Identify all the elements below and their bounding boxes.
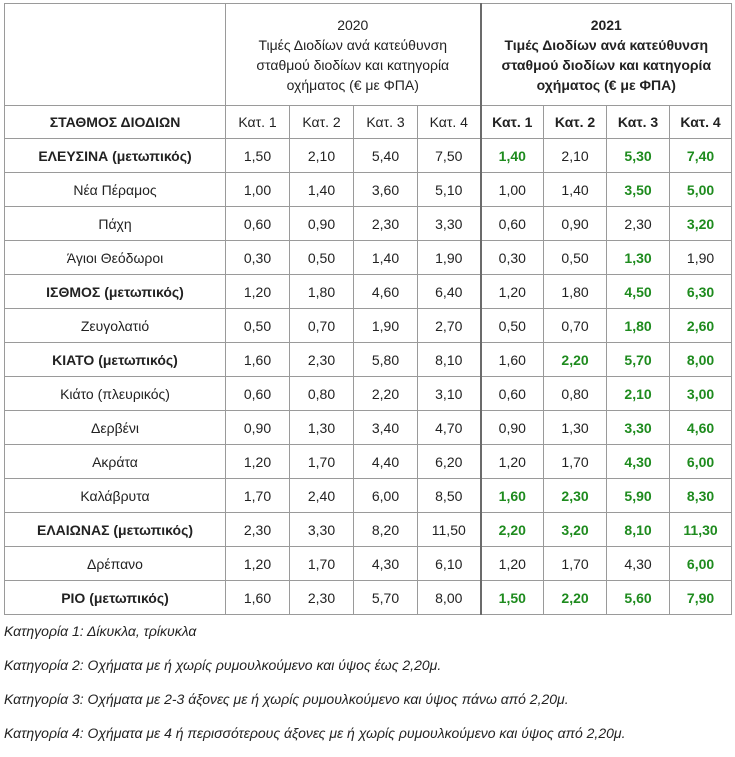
price-2020-cat1: 0,60 bbox=[226, 207, 290, 241]
price-2020-cat2: 0,70 bbox=[290, 309, 354, 343]
price-2021-cat1: 2,20 bbox=[481, 513, 544, 547]
price-2020-cat3: 1,90 bbox=[354, 309, 418, 343]
station-column-header: ΣΤΑΘΜΟΣ ΔΙΟΔΙΩΝ bbox=[5, 106, 226, 139]
price-2020-cat3: 3,40 bbox=[354, 411, 418, 445]
price-2021-cat2: 3,20 bbox=[544, 513, 607, 547]
price-2021-cat1: 1,20 bbox=[481, 547, 544, 581]
price-2021-cat3: 4,30 bbox=[607, 547, 670, 581]
station-name: ΕΛΕΥΣΙΝΑ (μετωπικός) bbox=[5, 139, 226, 173]
price-2020-cat4: 2,70 bbox=[418, 309, 481, 343]
price-2020-cat1: 1,20 bbox=[226, 445, 290, 479]
price-2021-cat3: 1,80 bbox=[607, 309, 670, 343]
price-2021-cat2: 0,90 bbox=[544, 207, 607, 241]
price-2020-cat1: 0,30 bbox=[226, 241, 290, 275]
price-2020-cat3: 4,60 bbox=[354, 275, 418, 309]
station-name: Κιάτο (πλευρικός) bbox=[5, 377, 226, 411]
price-2020-cat4: 6,10 bbox=[418, 547, 481, 581]
price-2021-cat4: 4,60 bbox=[670, 411, 732, 445]
price-2021-cat2: 1,80 bbox=[544, 275, 607, 309]
price-2021-cat4: 2,60 bbox=[670, 309, 732, 343]
price-2021-cat4: 8,00 bbox=[670, 343, 732, 377]
price-2021-cat4: 3,20 bbox=[670, 207, 732, 241]
price-2021-cat4: 3,00 bbox=[670, 377, 732, 411]
price-2021-cat2: 2,10 bbox=[544, 139, 607, 173]
price-2020-cat2: 1,30 bbox=[290, 411, 354, 445]
price-2020-cat3: 4,40 bbox=[354, 445, 418, 479]
price-2021-cat1: 1,40 bbox=[481, 139, 544, 173]
table-row bbox=[5, 173, 732, 207]
price-2021-cat3: 1,30 bbox=[607, 241, 670, 275]
price-2020-cat1: 1,60 bbox=[226, 581, 290, 615]
price-2021-cat4: 8,30 bbox=[670, 479, 732, 513]
price-2020-cat1: 0,60 bbox=[226, 377, 290, 411]
price-2020-cat1: 2,30 bbox=[226, 513, 290, 547]
price-2021-cat4: 6,00 bbox=[670, 445, 732, 479]
header-empty-cell bbox=[5, 4, 226, 106]
price-2021-cat3: 5,90 bbox=[607, 479, 670, 513]
price-2020-cat4: 8,10 bbox=[418, 343, 481, 377]
note-category-4: Κατηγορία 4: Οχήματα με 4 ή περισσότερους άξονες με ή χωρίς ρυμουλκούμενο και ύψος από 2,20μ. bbox=[4, 725, 626, 741]
station-name: ΕΛΑΙΩΝΑΣ (μετωπικός) bbox=[5, 513, 226, 547]
price-2020-cat2: 1,80 bbox=[290, 275, 354, 309]
price-2021-cat4: 7,90 bbox=[670, 581, 732, 615]
price-2020-cat4: 6,40 bbox=[418, 275, 481, 309]
station-name: ΙΣΘΜΟΣ (μετωπικός) bbox=[5, 275, 226, 309]
note-category-3: Κατηγορία 3: Οχήματα με 2-3 άξονες με ή χωρίς ρυμουλκούμενο και ύψος πάνω από 2,20μ. bbox=[4, 691, 569, 707]
price-2021-cat4: 11,30 bbox=[670, 513, 732, 547]
price-2021-cat1: 1,00 bbox=[481, 173, 544, 207]
price-2021-cat1: 1,50 bbox=[481, 581, 544, 615]
toll-prices-table bbox=[4, 3, 732, 615]
price-2021-cat1: 0,90 bbox=[481, 411, 544, 445]
col-2021-cat3: Κατ. 3 bbox=[607, 106, 670, 139]
price-2021-cat2: 1,40 bbox=[544, 173, 607, 207]
price-2021-cat2: 1,70 bbox=[544, 547, 607, 581]
price-2021-cat3: 8,10 bbox=[607, 513, 670, 547]
table-row bbox=[5, 547, 732, 581]
col-2021-cat2: Κατ. 2 bbox=[544, 106, 607, 139]
price-2021-cat1: 0,60 bbox=[481, 377, 544, 411]
header-2020: 2020 Τιμές Διοδίων ανά κατεύθυνση σταθμού διοδίων και κατηγορία οχήματος (€ με ΦΠΑ) bbox=[226, 4, 481, 106]
price-2020-cat3: 4,30 bbox=[354, 547, 418, 581]
price-2021-cat1: 0,60 bbox=[481, 207, 544, 241]
table-row bbox=[5, 241, 732, 275]
price-2020-cat2: 0,80 bbox=[290, 377, 354, 411]
category-header-row bbox=[5, 106, 732, 139]
table-row bbox=[5, 581, 732, 615]
table-row bbox=[5, 343, 732, 377]
price-2021-cat1: 1,60 bbox=[481, 479, 544, 513]
price-2021-cat4: 6,30 bbox=[670, 275, 732, 309]
header-row bbox=[5, 4, 732, 106]
price-2020-cat4: 11,50 bbox=[418, 513, 481, 547]
station-name: Νέα Πέραμος bbox=[5, 173, 226, 207]
header-2021: 2021 Τιμές Διοδίων ανά κατεύθυνση σταθμού διοδίων και κατηγορία οχήματος (€ με ΦΠΑ) bbox=[481, 4, 732, 106]
price-2021-cat2: 2,20 bbox=[544, 581, 607, 615]
station-name: ΡΙΟ (μετωπικός) bbox=[5, 581, 226, 615]
price-2021-cat3: 5,60 bbox=[607, 581, 670, 615]
station-name: Δερβένι bbox=[5, 411, 226, 445]
price-2021-cat3: 2,10 bbox=[607, 377, 670, 411]
price-2020-cat1: 0,90 bbox=[226, 411, 290, 445]
price-2020-cat3: 6,00 bbox=[354, 479, 418, 513]
station-name: Πάχη bbox=[5, 207, 226, 241]
col-2020-cat2: Κατ. 2 bbox=[290, 106, 354, 139]
price-2020-cat1: 1,20 bbox=[226, 275, 290, 309]
table-row bbox=[5, 275, 732, 309]
price-2020-cat3: 5,40 bbox=[354, 139, 418, 173]
price-2020-cat2: 1,40 bbox=[290, 173, 354, 207]
price-2021-cat1: 1,20 bbox=[481, 445, 544, 479]
station-name: Άγιοι Θεόδωροι bbox=[5, 241, 226, 275]
price-2021-cat3: 2,30 bbox=[607, 207, 670, 241]
price-2020-cat4: 7,50 bbox=[418, 139, 481, 173]
table-row bbox=[5, 411, 732, 445]
note-category-1: Κατηγορία 1: Δίκυκλα, τρίκυκλα bbox=[4, 623, 197, 639]
price-2020-cat4: 3,10 bbox=[418, 377, 481, 411]
price-2021-cat1: 1,20 bbox=[481, 275, 544, 309]
price-2020-cat1: 0,50 bbox=[226, 309, 290, 343]
price-2020-cat3: 5,80 bbox=[354, 343, 418, 377]
price-2021-cat2: 2,30 bbox=[544, 479, 607, 513]
price-2020-cat4: 6,20 bbox=[418, 445, 481, 479]
category-notes bbox=[4, 621, 735, 757]
col-2021-cat4: Κατ. 4 bbox=[670, 106, 732, 139]
price-2021-cat2: 2,20 bbox=[544, 343, 607, 377]
price-2020-cat3: 2,20 bbox=[354, 377, 418, 411]
price-2020-cat2: 0,50 bbox=[290, 241, 354, 275]
price-2021-cat1: 1,60 bbox=[481, 343, 544, 377]
table-row bbox=[5, 377, 732, 411]
table-row bbox=[5, 445, 732, 479]
price-2021-cat2: 0,50 bbox=[544, 241, 607, 275]
price-2020-cat2: 2,30 bbox=[290, 581, 354, 615]
note-category-2: Κατηγορία 2: Οχήματα με ή χωρίς ρυμουλκούμενο και ύψος έως 2,20μ. bbox=[4, 657, 442, 673]
table-row bbox=[5, 207, 732, 241]
price-2020-cat1: 1,70 bbox=[226, 479, 290, 513]
price-2021-cat3: 5,70 bbox=[607, 343, 670, 377]
col-2020-cat1: Κατ. 1 bbox=[226, 106, 290, 139]
price-2021-cat3: 3,50 bbox=[607, 173, 670, 207]
price-2021-cat4: 6,00 bbox=[670, 547, 732, 581]
station-name: Ζευγολατιό bbox=[5, 309, 226, 343]
price-2021-cat4: 1,90 bbox=[670, 241, 732, 275]
price-2020-cat2: 3,30 bbox=[290, 513, 354, 547]
table-row bbox=[5, 139, 732, 173]
price-2020-cat3: 5,70 bbox=[354, 581, 418, 615]
price-2021-cat3: 4,30 bbox=[607, 445, 670, 479]
price-2021-cat3: 5,30 bbox=[607, 139, 670, 173]
station-name: Καλάβρυτα bbox=[5, 479, 226, 513]
price-2020-cat4: 5,10 bbox=[418, 173, 481, 207]
table-row bbox=[5, 309, 732, 343]
price-2021-cat1: 0,50 bbox=[481, 309, 544, 343]
price-2021-cat3: 4,50 bbox=[607, 275, 670, 309]
price-2020-cat3: 8,20 bbox=[354, 513, 418, 547]
price-2020-cat4: 3,30 bbox=[418, 207, 481, 241]
table-row bbox=[5, 479, 732, 513]
price-2020-cat1: 1,60 bbox=[226, 343, 290, 377]
price-2021-cat2: 0,80 bbox=[544, 377, 607, 411]
station-name: Δρέπανο bbox=[5, 547, 226, 581]
col-2020-cat4: Κατ. 4 bbox=[418, 106, 481, 139]
price-2020-cat4: 8,50 bbox=[418, 479, 481, 513]
price-2020-cat4: 8,00 bbox=[418, 581, 481, 615]
price-2020-cat4: 4,70 bbox=[418, 411, 481, 445]
col-2021-cat1: Κατ. 1 bbox=[481, 106, 544, 139]
price-2021-cat1: 0,30 bbox=[481, 241, 544, 275]
station-name: ΚΙΑΤΟ (μετωπικός) bbox=[5, 343, 226, 377]
price-2020-cat3: 2,30 bbox=[354, 207, 418, 241]
price-2020-cat3: 3,60 bbox=[354, 173, 418, 207]
station-name: Ακράτα bbox=[5, 445, 226, 479]
price-2021-cat2: 1,30 bbox=[544, 411, 607, 445]
price-2020-cat1: 1,50 bbox=[226, 139, 290, 173]
price-2020-cat3: 1,40 bbox=[354, 241, 418, 275]
price-2021-cat4: 7,40 bbox=[670, 139, 732, 173]
price-2020-cat2: 1,70 bbox=[290, 445, 354, 479]
price-2020-cat1: 1,20 bbox=[226, 547, 290, 581]
price-2020-cat4: 1,90 bbox=[418, 241, 481, 275]
table-row bbox=[5, 513, 732, 547]
price-2020-cat2: 0,90 bbox=[290, 207, 354, 241]
price-2021-cat3: 3,30 bbox=[607, 411, 670, 445]
price-2020-cat2: 2,40 bbox=[290, 479, 354, 513]
price-2020-cat2: 1,70 bbox=[290, 547, 354, 581]
price-2021-cat4: 5,00 bbox=[670, 173, 732, 207]
price-2020-cat2: 2,30 bbox=[290, 343, 354, 377]
price-2020-cat1: 1,00 bbox=[226, 173, 290, 207]
price-2021-cat2: 1,70 bbox=[544, 445, 607, 479]
col-2020-cat3: Κατ. 3 bbox=[354, 106, 418, 139]
price-2021-cat2: 0,70 bbox=[544, 309, 607, 343]
price-2020-cat2: 2,10 bbox=[290, 139, 354, 173]
